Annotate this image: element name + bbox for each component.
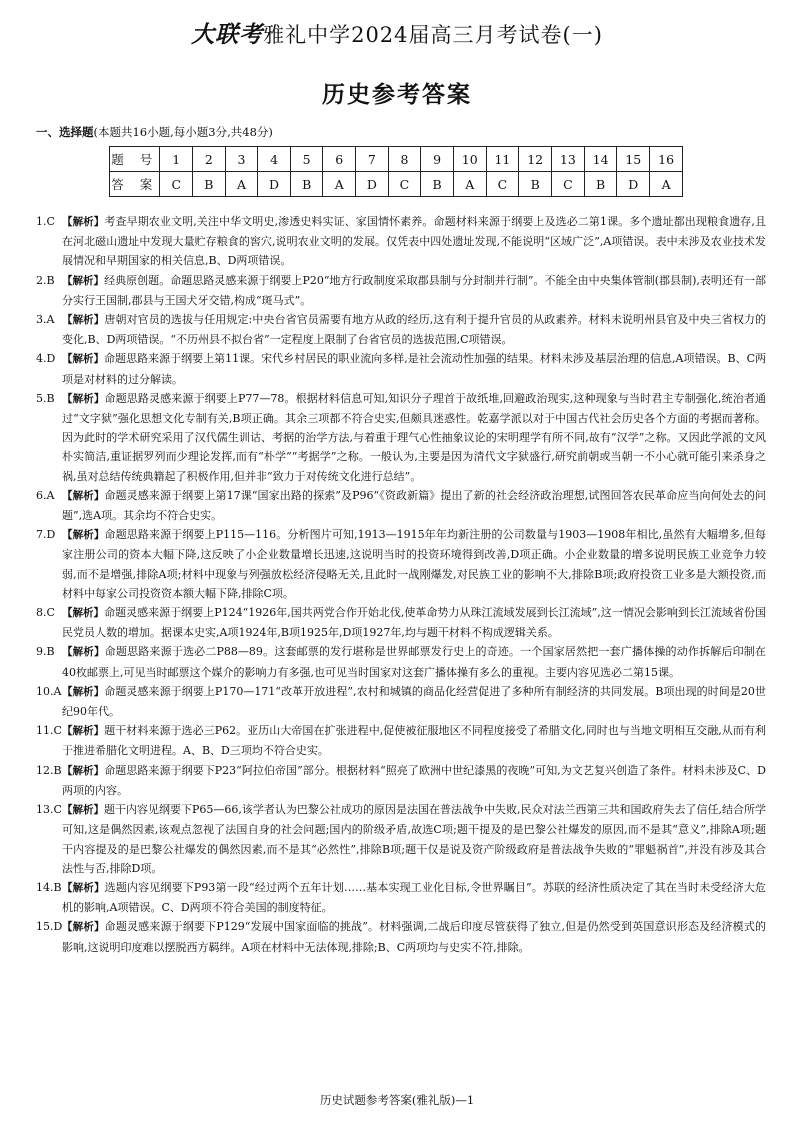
item-number: 6.A bbox=[36, 488, 55, 502]
answer-cell: D bbox=[356, 172, 389, 197]
item-number: 11.C bbox=[36, 724, 62, 738]
explanation-item bbox=[36, 603, 766, 642]
explanation-text: 题干材料来源于选必三P62。亚历山大帝国在扩张进程中,促使被征服地区不同程度接受了希腊文化,同时也与当地文明相互交融,从而有利于推进希腊化文明进程。A、B、D三项均不符合史实。 bbox=[62, 724, 767, 758]
item-number: 8.C bbox=[36, 606, 55, 620]
explanation-text: 选题内容见纲要下P93第一段“经过两个五年计划……基本实现工业化目标,令世界瞩目”。苏联的经济性质决定了其在当时未受经济大危机的影响,A项错误。C、D两项不符合美国的制度特征。 bbox=[62, 880, 767, 915]
answer-cell: A bbox=[225, 172, 258, 197]
question-number-cell: 6 bbox=[323, 147, 356, 172]
explanation-item bbox=[36, 917, 766, 956]
question-number-cell: 16 bbox=[650, 147, 683, 172]
item-number: 4.D bbox=[36, 352, 56, 366]
question-row-label: 题 号 bbox=[110, 147, 160, 172]
answer-cell: C bbox=[388, 172, 421, 197]
explanation-list bbox=[36, 212, 766, 957]
answer-cell: A bbox=[323, 172, 356, 197]
explanation-text: 命题思路来源于选必二P88—89。这套邮票的发行堪称是世界邮票发行史上的奇迹。一个国家居然把一套广播体操的动作拆解后印制在40枚邮票上,可见当时邮票这个媒介的影响力有多强,也可见当时国家对这套广播体操有多么的重视。主要内容见选必二第15课。 bbox=[62, 645, 766, 679]
item-number: 5.B bbox=[36, 391, 55, 405]
explanation-item bbox=[36, 878, 766, 917]
question-number-cell: 1 bbox=[160, 147, 193, 172]
item-number: 13.C bbox=[36, 803, 62, 817]
explanation-item bbox=[36, 800, 766, 878]
explanation-text: 命题灵感来源于纲要下P129“发展中国家面临的挑战”。材料强调,二战后印度尽管获得了独立,但是仍然受到英国意识形态及经济模式的影响,这说明印度难以摆脱西方羁绊。A项在材料中无法体现,排除;B、C两项均与史实不符,排除。 bbox=[62, 920, 766, 954]
explanation-text: 命题灵感来源于纲要上P124“1926年,国共两党合作开始北伐,使革命势力从珠江流域发展到长江流域”,这一情况会影响到长江流域省份国民党员人数的增加。据课本史实,A项1924年,B项1925年,D项1927年,均与题干材料不构成逻辑关系。 bbox=[62, 606, 767, 640]
explanation-item bbox=[36, 721, 766, 760]
answer-row-label: 答 案 bbox=[110, 172, 160, 197]
answer-cell: C bbox=[552, 172, 585, 197]
explanation-text: 命题灵感来源于纲要上第17课“国家出路的探索”及P96“《资政新篇》提出了新的社会经济政治理想,试图回答农民革命应当向何处去的问题”,选A项。其余均不符合史实。 bbox=[62, 488, 767, 523]
answer-cell: B bbox=[519, 172, 552, 197]
question-number-cell: 8 bbox=[388, 147, 421, 172]
item-number: 3.A bbox=[36, 313, 55, 327]
exam-header bbox=[0, 16, 794, 49]
question-number-cell: 7 bbox=[356, 147, 389, 172]
answer-cell: B bbox=[421, 172, 454, 197]
question-number-cell: 15 bbox=[617, 147, 650, 172]
analysis-tag: 【解析】 bbox=[62, 685, 105, 698]
question-number-cell: 12 bbox=[519, 147, 552, 172]
explanation-text: 命题灵感来源于纲要上P170—171“改革开放进程”,农村和城镇的商品化经营促进了多种所有制经济的共同发展。B项出现的时间是20世纪90年代。 bbox=[62, 684, 766, 719]
exam-title: 雅礼中学2024届高三月考试卷(一) bbox=[263, 23, 603, 47]
question-number-cell: 9 bbox=[421, 147, 454, 172]
explanation-item bbox=[36, 682, 766, 721]
question-number-cell: 5 bbox=[290, 147, 323, 172]
answer-cell: C bbox=[160, 172, 193, 197]
document-title: 历史参考答案 bbox=[322, 81, 472, 108]
explanation-item bbox=[36, 271, 766, 310]
question-number-cell: 13 bbox=[552, 147, 585, 172]
analysis-tag: 【解析】 bbox=[62, 764, 105, 777]
answer-cell: A bbox=[453, 172, 486, 197]
analysis-tag: 【解析】 bbox=[62, 725, 105, 738]
section-label: 一、选择题 bbox=[36, 125, 94, 139]
explanation-text: 题干内容见纲要下P65—66,该学者认为巴黎公社成功的原因是法国在普法战争中失败,民众对法兰西第三共和国政府失去了信任,结合所学可知,这是偶然因素,该观点忽视了法国自身的社会问题;国内的阶级矛盾,故选C项;题干提及的是巴黎公社爆发的原因,而不是其“意义”,排除A项;题干内容提及的是巴黎公社爆发的偶然因素,而不是其“必然性”,排除B项;题干仅是说及资产阶级政府是普法战争失败的“罪魁祸首”,并没有涉及其合法性与否,排除D项。 bbox=[62, 803, 766, 875]
answer-cell: B bbox=[193, 172, 226, 197]
explanation-item bbox=[36, 212, 766, 271]
explanation-item bbox=[36, 761, 766, 800]
explanation-text: 命题思路来源于纲要下P23“阿拉伯帝国”部分。根据材料“照亮了欧洲中世纪漆黑的夜晚”可知,为文艺复兴创造了条件。材料未涉及C、D两项的内容。 bbox=[62, 763, 767, 797]
analysis-tag: 【解析】 bbox=[62, 216, 105, 228]
explanation-text: 命题思路来源于纲要上P115—116。分析图片可知,1913—1915年年均新注册的公司数量与1903—1908年相比,虽然有大幅增多,但每家注册公司的资本大幅下降,这反映了小企业数量增长迅速,这说明当时的投资环境得到改善,D项正确。小企业数量的增多说明民族工业竞争力较弱,而不是增强,排除A项;材料中现象与列强放松经济侵略无关,且此时一战刚爆发,对民族工业的影响不大,排除B项;政府投资工业多是大额投资,而材料中每家公司投资资本额大幅下降,排除C项。 bbox=[62, 528, 767, 600]
analysis-tag: 【解析】 bbox=[62, 489, 105, 502]
question-number-cell: 3 bbox=[225, 147, 258, 172]
item-number: 1.C bbox=[36, 215, 55, 228]
item-number: 2.B bbox=[36, 273, 55, 287]
explanation-text: 命题思路来源于纲要上第11课。宋代乡村居民的职业流向多样,是社会流动性加强的结果。材料未涉及基层治理的信息,A项错误。B、C两项是对材料的过分解读。 bbox=[62, 352, 767, 386]
question-number-cell: 11 bbox=[486, 147, 519, 172]
answer-cell: D bbox=[617, 172, 650, 197]
analysis-tag: 【解析】 bbox=[62, 392, 105, 405]
explanation-text: 考查早期农业文明,关注中华文明史,渗透史料实证、家国情怀素养。命题材料来源于纲要上及选必二第1课。多个遗址都出现粮食遗存,且在河北磁山遗址中发现大量贮存粮食的窖穴,说明农业文明的发展。仅凭表中四处遗址发现,不能说明“区域广泛”,A项错误。表中未涉及农业技术发展情况和早期国家的相关信息,B、D两项错误。 bbox=[62, 215, 767, 268]
question-number-cell: 10 bbox=[453, 147, 486, 172]
explanation-item bbox=[36, 486, 766, 525]
analysis-tag: 【解析】 bbox=[62, 353, 105, 366]
explanation-item bbox=[36, 310, 766, 349]
analysis-tag: 【解析】 bbox=[62, 646, 105, 659]
question-number-cell: 4 bbox=[258, 147, 291, 172]
explanation-item bbox=[36, 389, 766, 486]
explanation-item bbox=[36, 349, 766, 388]
item-number: 9.B bbox=[36, 645, 55, 659]
answer-cell: B bbox=[584, 172, 617, 197]
answer-cell: B bbox=[290, 172, 323, 197]
section-heading bbox=[36, 124, 273, 140]
section-note: (本题共16小题,每小题3分,共48分) bbox=[93, 125, 273, 139]
answer-cell: C bbox=[486, 172, 519, 197]
question-number-cell: 14 bbox=[584, 147, 617, 172]
explanation-item bbox=[36, 525, 766, 603]
analysis-tag: 【解析】 bbox=[62, 314, 105, 327]
item-number: 14.B bbox=[36, 880, 62, 894]
answer-row bbox=[110, 172, 683, 197]
analysis-tag: 【解析】 bbox=[62, 274, 105, 287]
item-number: 7.D bbox=[36, 528, 56, 542]
item-number: 12.B bbox=[36, 763, 62, 777]
analysis-tag: 【解析】 bbox=[62, 529, 105, 542]
question-number-cell: 2 bbox=[193, 147, 226, 172]
analysis-tag: 【解析】 bbox=[62, 881, 105, 894]
explanation-text: 经典原创题。命题思路灵感来源于纲要上P20“地方行政制度采取郡县制与分封制并行制”。不能全由中央集体管制(郡县制),表明还有一部分实行王国制,郡县与王国犬牙交错,构成“斑马式”。 bbox=[62, 273, 766, 307]
answer-cell: A bbox=[650, 172, 683, 197]
analysis-tag: 【解析】 bbox=[62, 804, 105, 817]
question-number-row bbox=[110, 147, 683, 172]
page-footer: 历史试题参考答案(雅礼版)—1 bbox=[319, 1093, 475, 1107]
item-number: 10.A bbox=[36, 684, 62, 698]
brand-logo: 大联考 bbox=[191, 21, 264, 48]
answer-cell: D bbox=[258, 172, 291, 197]
analysis-tag: 【解析】 bbox=[62, 607, 105, 620]
answer-table bbox=[109, 146, 683, 197]
explanation-text: 命题思路灵感来源于纲要上P77—78。根据材料信息可知,知识分子理首于故纸堆,回避政治现实,这种现象与当时君主专制强化,统治者通过“文字狱”强化思想文化专制有关,B项正确。其余三项都不符合史实,但颇具迷惑性。乾嘉学派以对于中国古代社会历史各个方面的考据而著称。因为此时的学术研究采用了汉代儒生训诂、考据的治学方法,与着重于理气心性抽象议论的宋明理学有所不同,故有“汉学”之称。又因此学派的文风朴实简洁,重证据罗列而少理论发挥,而有“朴学”“考据学”之称。一般认为,主要是因为清代文字狱盛行,研究前朝或当朝一不小心就可能引来杀身之祸,虽对总结传统典籍起了积极作用,但并非“致力于对传统文化进行总结”。 bbox=[62, 391, 766, 483]
analysis-tag: 【解析】 bbox=[62, 921, 105, 934]
explanation-item bbox=[36, 642, 766, 681]
explanation-text: 唐朝对官员的选拔与任用规定:中央台省官员需要有地方从政的经历,这有利于提升官员的从政素养。材料未说明州县官及中央三省权力的变化,B、D两项错误。“不历州县不拟台省”一定程度上限制了台省官员的选拔范围,C项错误。 bbox=[62, 313, 767, 347]
item-number: 15.D bbox=[36, 920, 63, 934]
